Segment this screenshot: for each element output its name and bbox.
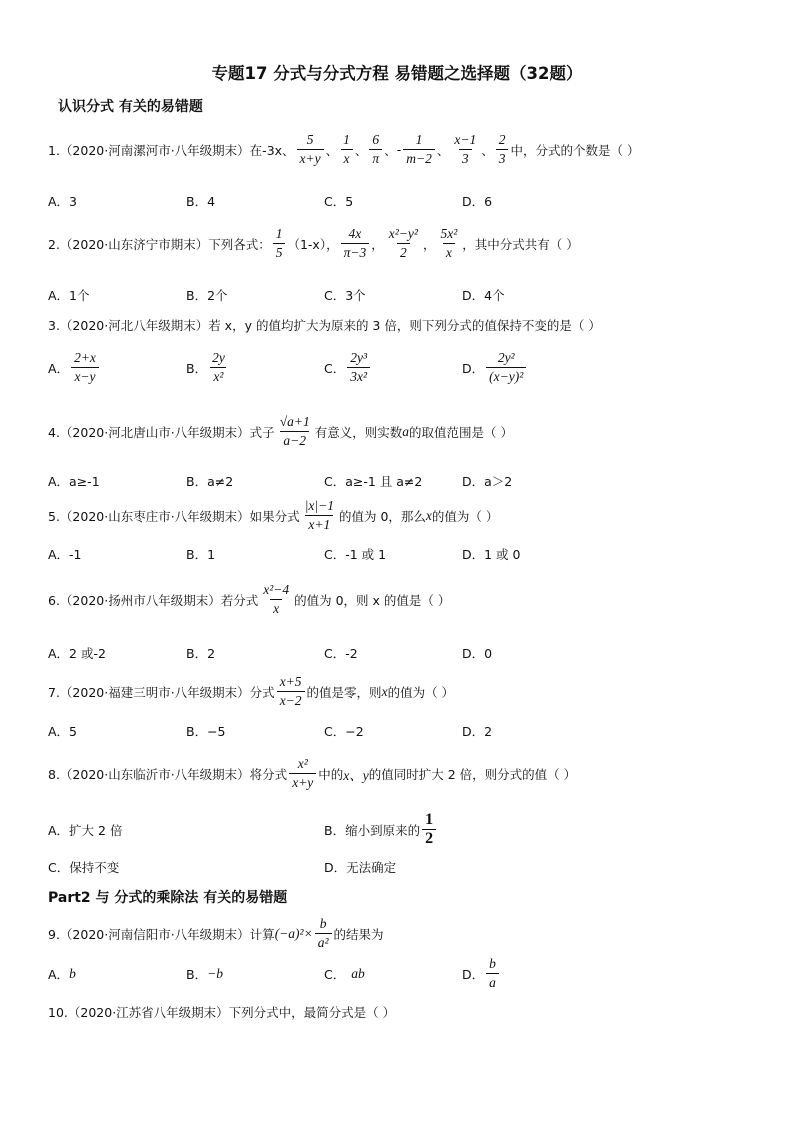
question-1-option-b[interactable]: B．4 [186, 194, 216, 209]
fraction-x-plus-5-over-x-minus-2: $\frac{x+5}{x-2}$ [277, 674, 305, 709]
fraction-abs-x-minus-1-over-x-plus-1: $\frac{|x|-1}{x+1}$ [304, 498, 334, 532]
question-3-option-a[interactable]: A． $\frac{2+x}{x-y}$ [48, 350, 101, 385]
question-3-option-d[interactable]: D． $\frac{\text{2y²}}{\text{(x−y)²}}$ [462, 350, 528, 385]
fraction-x2-minus-4-over-x: $\frac{\text{x²−4}}{x}$ [263, 582, 290, 616]
fraction-4x-over-pi-minus-3: $\frac{4x}{\pi-3}$ [341, 226, 370, 261]
fraction-1-over-m-minus-2: $\frac{1}{m-2}$ [403, 132, 435, 167]
question-9-option-a[interactable]: A． b [48, 966, 76, 982]
question-7-option-c[interactable]: C．−2 [324, 724, 364, 739]
question-5-option-c[interactable]: C．-1 或 1 [324, 547, 387, 562]
fraction-6-over-pi: $\frac{6}{\pi}$ [369, 132, 382, 167]
question-3-option-b[interactable]: B． $\frac{2y}{\text{x²}}$ [186, 350, 225, 384]
question-1-option-c[interactable]: C．5 [324, 194, 354, 209]
fraction-sqrt-a-plus-1-over-a-minus-2: $\frac{√a+1}{a-2}$ [279, 414, 310, 448]
question-5-option-a[interactable]: A．-1 [48, 547, 82, 562]
question-10-stem: 10.（2020·江苏省八年级期末）下列分式中，最简分式是（ ） [48, 1005, 396, 1020]
question-2-stem: 2.（2020·山东济宁市期末）下列各式： $\frac{1}{5}$ （1-x）， $\frac{4x}{\pi-3}$ ， $\frac{\text{x²−y²}}{2}$ ， $\frac{\text{5x²}}{x}$ ，其中分式共有（ ） [48, 226, 579, 260]
question-5-option-d[interactable]: D．1 或 0 [462, 547, 521, 562]
question-6-option-a[interactable]: A．2 或-2 [48, 646, 106, 661]
fraction-1-over-2: $\frac{1}{2}$ [422, 812, 436, 847]
question-1-text-b: 中，分式的个数是（ ） [510, 142, 640, 158]
question-4-option-a[interactable]: A．a≥-1 [48, 474, 100, 489]
question-4-option-c[interactable]: C．a≥-1 且 a≠2 [324, 474, 423, 489]
fraction-5-over-x-plus-y: $\frac{5}{x+y}$ [297, 132, 324, 167]
question-4-option-b[interactable]: B．a≠2 [186, 474, 234, 489]
question-4-option-d[interactable]: D．a＞2 [462, 474, 513, 489]
fraction-5x2-over-x: $\frac{\text{5x²}}{x}$ [440, 226, 458, 260]
question-1-text-a: 1.（2020·河南漯河市·八年级期末）在-3x、 [48, 142, 295, 158]
question-5-option-b[interactable]: B．1 [186, 547, 216, 562]
page-title: 专题17 分式与分式方程 易错题之选择题（32题） [211, 64, 583, 83]
question-7-option-b[interactable]: B．−5 [186, 724, 226, 739]
question-6-option-b[interactable]: B．2 [186, 646, 216, 661]
question-1-stem: 1.（2020·河南漯河市·八年级期末）在-3x、 $\frac{5}{x+y}$ 、 $\frac{1}{x}$ 、 $\frac{6}{\pi}$ 、 - $\frac{1}{m-2}$ 、 $\frac{x-1}{3}$ 、 $\frac{2}{3}$ 中，分式的个数是（ ） [48, 132, 640, 166]
question-8-option-d[interactable]: D．无法确定 [324, 860, 397, 875]
expression-neg-a-squared-times: (−a)²× [274, 925, 313, 941]
question-7-option-d[interactable]: D．2 [462, 724, 493, 739]
fraction-b-over-a2: $\frac{b}{\text{a²}}$ [315, 916, 332, 951]
question-9-option-d[interactable]: D． $\frac{b}{a}$ [462, 956, 501, 991]
section-heading-1: 认识分式 有关的易错题 [58, 99, 203, 115]
fraction-x-minus-1-over-3: $\frac{x-1}{3}$ [454, 132, 477, 166]
question-8-option-b[interactable]: B．缩小到原来的 $\frac{1}{2}$ [324, 812, 438, 847]
question-9-stem: 9.（2020·河南信阳市·八年级期末）计算 (−a)²× $\frac{b}{\text{a²}}$ 的结果为 [48, 916, 384, 950]
question-7-option-a[interactable]: A．5 [48, 724, 78, 739]
question-3-option-c[interactable]: C． $\frac{\text{2y³}}{\text{3x²}}$ [324, 350, 372, 385]
section-heading-2: Part2 与 分式的乘除法 有关的易错题 [48, 890, 288, 906]
question-9-option-c[interactable]: C． ab [324, 966, 365, 982]
question-8-option-c[interactable]: C．保持不变 [48, 860, 120, 875]
fraction-x2-over-x-plus-y: $\frac{\text{x²}}{x+y}$ [289, 756, 316, 791]
question-1-option-d[interactable]: D．6 [462, 194, 493, 209]
question-3-stem: 3.（2020·河北八年级期末）若 x，y 的值均扩大为原来的 3 倍，则下列分式的值保持不变的是（ ） [48, 318, 601, 333]
question-2-option-c[interactable]: C．3个 [324, 288, 366, 303]
fraction-1-over-x: $\frac{1}{x}$ [340, 132, 353, 167]
question-5-stem: 5.（2020·山东枣庄市·八年级期末）如果分式 $\frac{|x|-1}{x+1}$ 的值为 0，那么 x 的值为（ ） [48, 498, 499, 532]
question-2-option-a[interactable]: A．1个 [48, 288, 90, 303]
question-8-option-a[interactable]: A．扩大 2 倍 [48, 823, 123, 838]
question-6-stem: 6.（2020·扬州市八年级期末）若分式 $\frac{\text{x²−4}}{x}$ 的值为 0，则 x 的值是（ ） [48, 582, 451, 616]
question-6-option-d[interactable]: D．0 [462, 646, 493, 661]
fraction-2-over-3: $\frac{2}{3}$ [496, 132, 509, 167]
question-6-option-c[interactable]: C．-2 [324, 646, 358, 661]
fraction-x2-minus-y2-over-2: $\frac{\text{x²−y²}}{2}$ [388, 226, 418, 260]
question-4-stem: 4.（2020·河北唐山市·八年级期末）式子 $\frac{√a+1}{a-2}$ 有意义，则实数 a 的取值范围是（ ） [48, 414, 513, 448]
question-1-option-a[interactable]: A．3 [48, 194, 78, 209]
fraction-1-over-5: $\frac{1}{5}$ [273, 226, 286, 261]
question-2-option-d[interactable]: D．4个 [462, 288, 505, 303]
question-2-option-b[interactable]: B．2个 [186, 288, 228, 303]
question-9-option-b[interactable]: B． −b [186, 966, 223, 982]
question-7-stem: 7.（2020·福建三明市·八年级期末）分式 $\frac{x+5}{x-2}$ 的值是零，则 x 的值为（ ） [48, 674, 455, 708]
question-8-stem: 8.（2020·山东临沂市·八年级期末）将分式 $\frac{\text{x²}}{x+y}$ 中的 x、y 的值同时扩大 2 倍，则分式的值（ ） [48, 756, 577, 790]
